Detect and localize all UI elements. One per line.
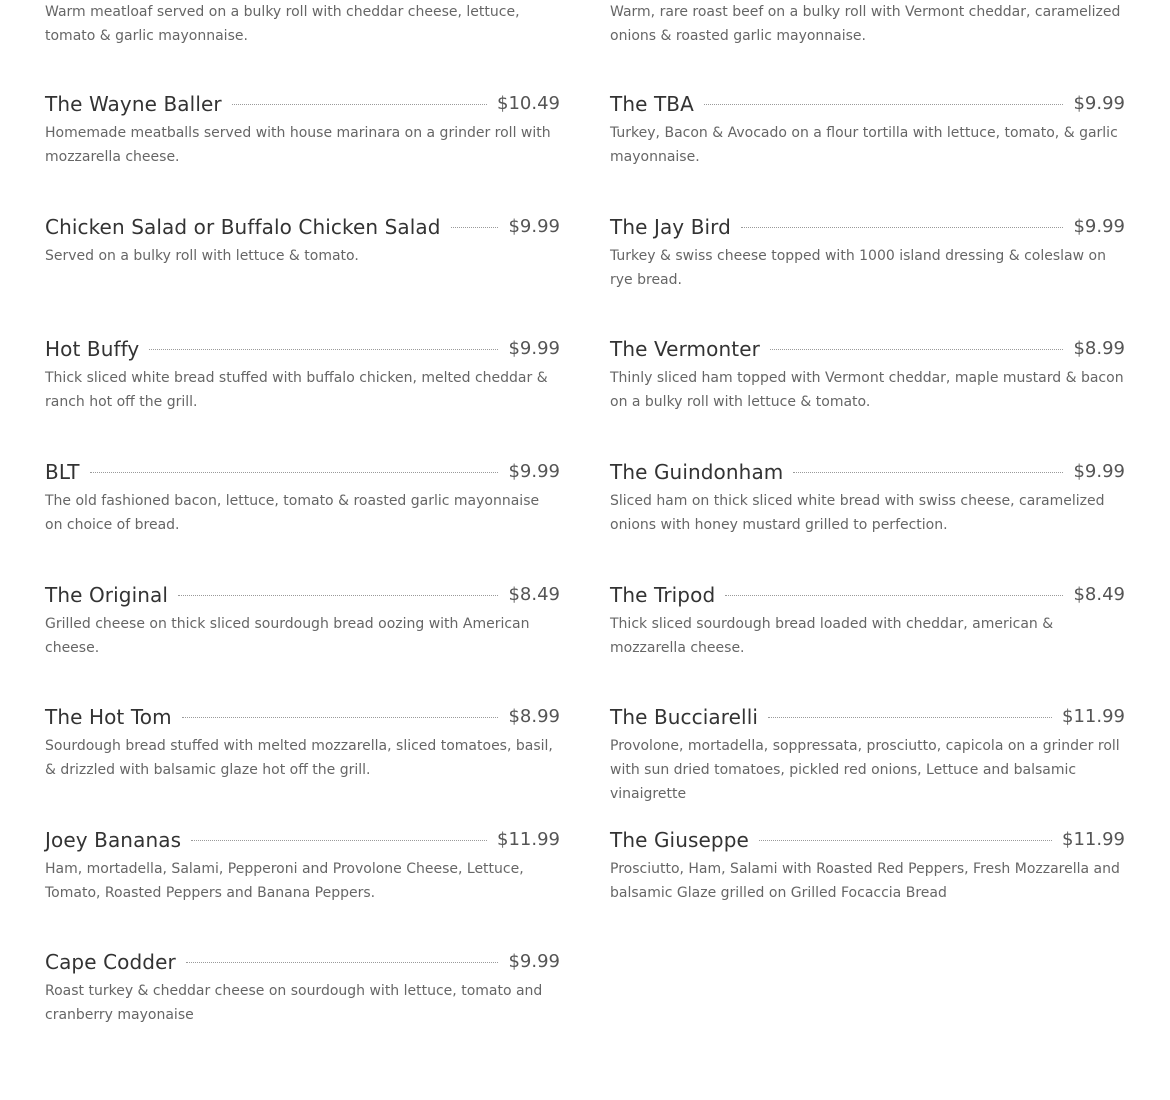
- item-name: The Bucciarelli: [610, 705, 759, 729]
- menu-item: [45, 214, 560, 268]
- item-header: [45, 704, 560, 730]
- item-price: $9.99: [508, 461, 560, 482]
- item-name: The Jay Bird: [610, 215, 731, 239]
- dotted-leader: [768, 717, 1052, 718]
- item-description: Prosciutto, Ham, Salami with Roasted Red Peppers, Fresh Mozzarella and balsamic Glaze grilled on Grilled Focaccia Bread: [610, 861, 1120, 901]
- menu-item-partial: [45, 0, 560, 48]
- item-description: The old fashioned bacon, lettuce, tomato & roasted garlic mayonnaise on choice of bread.: [45, 493, 540, 533]
- item-price: $9.99: [508, 951, 560, 972]
- item-price: $9.99: [1073, 93, 1125, 114]
- item-header: [45, 91, 560, 117]
- item-name: BLT: [45, 460, 80, 484]
- item-description: Served on a bulky roll with lettuce & tomato.: [45, 248, 359, 264]
- item-price: $8.49: [508, 584, 560, 605]
- item-price: $9.99: [508, 216, 560, 237]
- menu-item: [610, 582, 1125, 660]
- dotted-leader: [182, 717, 499, 718]
- item-price: $9.99: [1073, 461, 1125, 482]
- item-description: Sourdough bread stuffed with melted mozzarella, sliced tomatoes, basil, & drizzled with balsamic glaze hot off the grill.: [45, 738, 553, 778]
- item-name: The Hot Tom: [45, 705, 172, 729]
- menu-item: [45, 827, 560, 905]
- dotted-leader: [770, 349, 1064, 350]
- menu-item-partial: [610, 0, 1125, 48]
- dotted-leader: [90, 472, 499, 473]
- menu-item: [45, 336, 560, 414]
- item-price: $8.99: [508, 706, 560, 727]
- dotted-leader: [793, 472, 1063, 473]
- item-name: The Vermonter: [610, 337, 760, 361]
- item-header: [610, 827, 1125, 853]
- item-description: Provolone, mortadella, soppressata, prosciutto, capicola on a grinder roll with sun dried tomatoes, pickled red onions, Lettuce and balsamic vinaigrette: [610, 738, 1120, 802]
- menu-item: [45, 91, 560, 169]
- item-name: Chicken Salad or Buffalo Chicken Salad: [45, 215, 441, 239]
- dotted-leader: [451, 227, 499, 228]
- menu-item: [610, 214, 1125, 292]
- menu-item: [610, 91, 1125, 169]
- item-price: $10.49: [497, 93, 560, 114]
- item-description: Warm meatloaf served on a bulky roll with cheddar cheese, lettuce, tomato & garlic mayonnaise.: [45, 4, 520, 44]
- item-name: Cape Codder: [45, 950, 176, 974]
- menu-item: [45, 582, 560, 660]
- menu-item: [610, 704, 1125, 806]
- item-header: [45, 459, 560, 485]
- item-description: Thinly sliced ham topped with Vermont cheddar, maple mustard & bacon on a bulky roll with lettuce & tomato.: [610, 370, 1124, 410]
- item-name: Hot Buffy: [45, 337, 140, 361]
- item-name: The Original: [45, 583, 169, 607]
- dotted-leader: [704, 104, 1064, 105]
- item-description: Turkey & swiss cheese topped with 1000 island dressing & coleslaw on rye bread.: [610, 248, 1106, 288]
- item-header: [610, 582, 1125, 608]
- item-description: Homemade meatballs served with house marinara on a grinder roll with mozzarella cheese.: [45, 125, 551, 165]
- dotted-leader: [191, 840, 487, 841]
- item-name: The Tripod: [610, 583, 716, 607]
- dotted-leader: [725, 595, 1063, 596]
- dotted-leader: [741, 227, 1064, 228]
- item-name: The Guindonham: [610, 460, 784, 484]
- item-header: [45, 827, 560, 853]
- item-description: Thick sliced white bread stuffed with buffalo chicken, melted cheddar & ranch hot off the grill.: [45, 370, 548, 410]
- item-description: Ham, mortadella, Salami, Pepperoni and Provolone Cheese, Lettuce, Tomato, Roasted Peppers and Banana Peppers.: [45, 861, 524, 901]
- item-name: The Wayne Baller: [45, 92, 222, 116]
- dotted-leader: [232, 104, 487, 105]
- item-price: $8.49: [1073, 584, 1125, 605]
- item-name: The Giuseppe: [610, 828, 749, 852]
- menu-item: [45, 459, 560, 537]
- item-header: [45, 214, 560, 240]
- item-header: [45, 582, 560, 608]
- item-header: [610, 91, 1125, 117]
- item-header: [610, 704, 1125, 730]
- menu-item: [610, 336, 1125, 414]
- dotted-leader: [149, 349, 498, 350]
- item-description: Turkey, Bacon & Avocado on a flour tortilla with lettuce, tomato, & garlic mayonnaise.: [610, 125, 1118, 165]
- item-price: $11.99: [1062, 829, 1125, 850]
- dotted-leader: [178, 595, 498, 596]
- item-header: [45, 949, 560, 975]
- item-description: Roast turkey & cheddar cheese on sourdough with lettuce, tomato and cranberry mayonaise: [45, 983, 543, 1023]
- menu-item: [610, 827, 1125, 905]
- item-price: $11.99: [1062, 706, 1125, 727]
- item-price: $9.99: [1073, 216, 1125, 237]
- item-price: $9.99: [508, 338, 560, 359]
- item-header: [610, 459, 1125, 485]
- item-description: Thick sliced sourdough bread loaded with cheddar, american & mozzarella cheese.: [610, 616, 1054, 656]
- dotted-leader: [759, 840, 1052, 841]
- item-name: The TBA: [610, 92, 694, 116]
- menu-item: [45, 704, 560, 782]
- item-name: Joey Bananas: [45, 828, 182, 852]
- item-description: Warm, rare roast beef on a bulky roll with Vermont cheddar, caramelized onions & roasted garlic mayonnaise.: [610, 4, 1121, 44]
- item-header: [610, 336, 1125, 362]
- item-header: [610, 214, 1125, 240]
- menu-item: [610, 459, 1125, 537]
- dotted-leader: [186, 962, 499, 963]
- item-price: $11.99: [497, 829, 560, 850]
- item-description: Sliced ham on thick sliced white bread with swiss cheese, caramelized onions with honey mustard grilled to perfection.: [610, 493, 1105, 533]
- item-description: Grilled cheese on thick sliced sourdough bread oozing with American cheese.: [45, 616, 530, 656]
- item-header: [45, 336, 560, 362]
- menu-item: [45, 949, 560, 1027]
- item-price: $8.99: [1073, 338, 1125, 359]
